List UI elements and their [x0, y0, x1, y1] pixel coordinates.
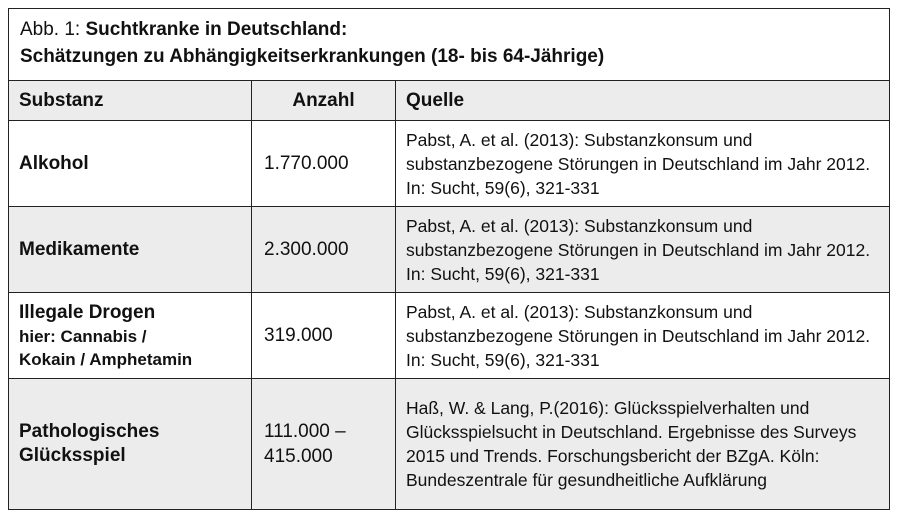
anzahl-value: 415.000: [264, 446, 333, 467]
substanz-cell: [9, 379, 252, 509]
substanz-label: Pathologisches: [19, 421, 160, 442]
substanz-cell: Alkohol: [9, 121, 252, 206]
anzahl-cell: 2.300.000: [252, 207, 396, 292]
quelle-cell: Pabst, A. et al. (2013): Substanzkonsum und substanzbezogene Störungen in Deutschland im Jahr 2012. In: Sucht, 59(6), 321-331: [406, 129, 871, 198]
substanz-cell: Medikamente: [9, 207, 252, 292]
anzahl-value: 111.000 –: [264, 421, 346, 442]
caption-title: Suchtkranke in Deutschland:: [85, 19, 348, 40]
table-row: [9, 121, 889, 207]
figure-caption: [9, 9, 889, 81]
header-anzahl: Anzahl: [252, 81, 396, 120]
anzahl-cell: 319.000: [252, 293, 396, 378]
table-row: [9, 207, 889, 293]
caption-line-1: [20, 16, 889, 43]
quelle-cell: Haß, W. & Lang, P.(2016): Glücksspielverhalten und Glücksspielsucht in Deutschland. Ergebnisse des Surveys 2015 und Trends. Forschungsbericht der BZgA. Köln: Bundeszentrale für gesundheitliche Aufklärung: [406, 398, 857, 490]
caption-subtitle: Schätzungen zu Abhängigkeitserkrankungen (18- bis 64-Jährige): [20, 46, 605, 67]
table-row: [9, 379, 889, 509]
quelle-cell: Pabst, A. et al. (2013): Substanzkonsum und substanzbezogene Störungen in Deutschland im Jahr 2012. In: Sucht, 59(6), 321-331: [406, 215, 871, 284]
substanz-label: Glücksspiel: [19, 445, 126, 466]
caption-line-2: [20, 43, 889, 70]
anzahl-cell: [252, 379, 396, 509]
substanz-cell: [9, 293, 252, 378]
table-header-row: [9, 81, 889, 121]
quelle-cell: Pabst, A. et al. (2013): Substanzkonsum und substanzbezogene Störungen in Deutschland im Jahr 2012. In: Sucht, 59(6), 321-331: [406, 301, 871, 370]
substanz-detail: Kokain / Amphetamin: [19, 349, 193, 369]
table-row: [9, 293, 889, 379]
figure-table: [8, 8, 890, 510]
caption-prefix: Abb. 1:: [20, 19, 86, 40]
header-substanz: Substanz: [9, 81, 252, 120]
anzahl-cell: 1.770.000: [252, 121, 396, 206]
header-quelle: Quelle: [406, 89, 465, 111]
substanz-detail: hier: Cannabis /: [19, 326, 147, 346]
substanz-label: Illegale Drogen: [19, 301, 156, 323]
